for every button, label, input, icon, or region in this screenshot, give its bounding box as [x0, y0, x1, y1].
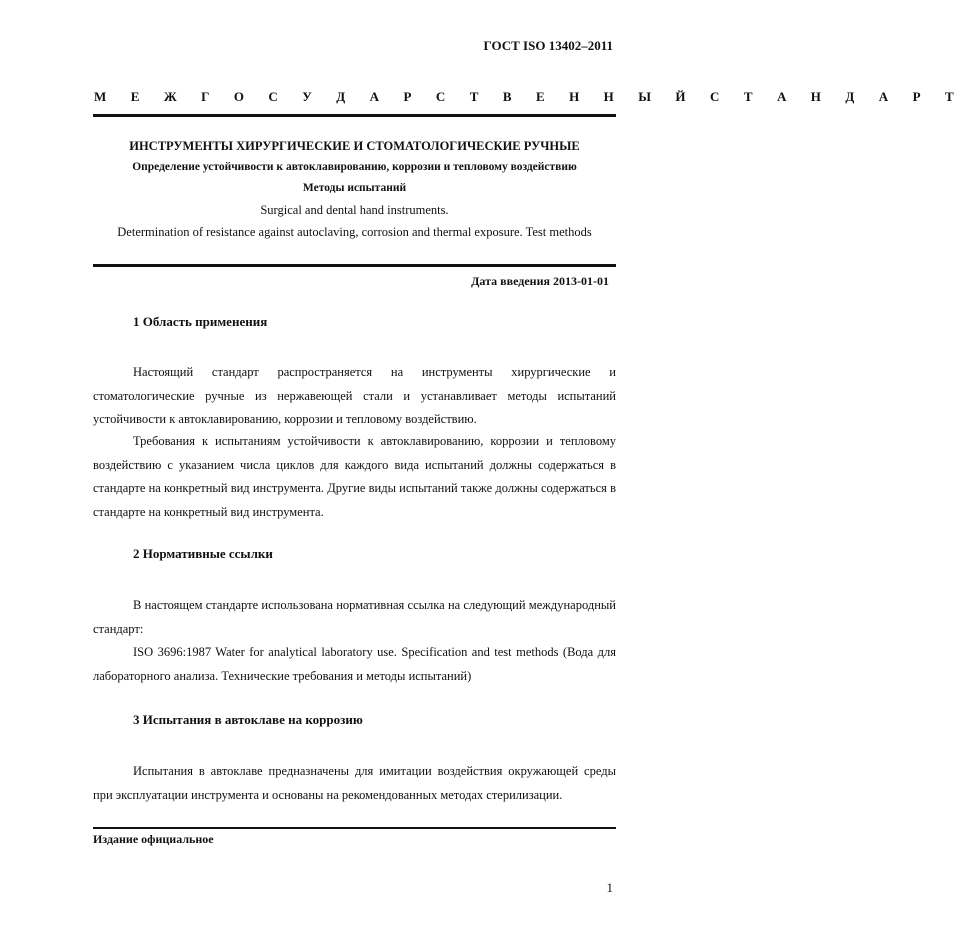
paragraph: ISO 3696:1987 Water for analytical laboratory use. Specification and test methods (Вода для лабораторного анализа. Технические требования и методы испытаний) — [93, 645, 616, 683]
paragraph: Настоящий стандарт распространяется на инструменты хирургические и стоматологические ручные из нержавеющей стали и устанавливает методы испытаний устойчивости к автоклавированию, коррозии и тепловому воздействию. — [93, 365, 616, 426]
title-english-line1: Surgical and dental hand instruments. — [260, 203, 449, 217]
interstate-standard-label: М Е Ж Г О С У Д А Р С Т В Е Н Н Ы Й С Т А Н Д А Р Т — [94, 89, 964, 104]
subtitle-russian: Определение устойчивости к автоклавированию, коррозии и тепловому воздействию — [132, 161, 577, 173]
official-edition-label: Издание официальное — [93, 832, 214, 846]
section-heading: 1 Область применения — [133, 314, 268, 329]
title-english-line2: Determination of resistance against autoclaving, corrosion and thermal exposure. Test methods — [117, 225, 592, 239]
paragraph: Требования к испытаниям устойчивости к автоклавированию, коррозии и тепловому воздействию с указанием числа циклов для каждого вида испытаний должны содержаться в стандарте на конкретный вид инструмента. Другие виды испытаний также должны содержаться в стандарте на конкретный вид инструмента. — [93, 434, 616, 519]
page-number: 1 — [606, 880, 613, 895]
methods-russian: Методы испытаний — [302, 182, 407, 194]
footer-rule — [93, 827, 616, 829]
paragraph: В настоящем стандарте использована нормативная ссылка на следующий международный стандарт: — [93, 598, 616, 636]
paragraph: Испытания в автоклаве предназначены для имитации воздействия окружающей среды при эксплуатации инструмента и основаны на рекомендованных методах стерилизации. — [93, 764, 616, 802]
section-heading: 3 Испытания в автоклаве на коррозию — [133, 712, 363, 727]
introduction-date: Дата введения 2013-01-01 — [471, 274, 609, 288]
top-rule — [93, 114, 616, 117]
document-code: ГОСТ ISO 13402–2011 — [483, 38, 613, 53]
title-russian: ИНСТРУМЕНТЫ ХИРУРГИЧЕСКИЕ И СТОМАТОЛОГИЧЕСКИЕ РУЧНЫЕ — [129, 139, 580, 153]
title-rule — [93, 264, 616, 267]
section-heading: 2 Нормативные ссылки — [133, 546, 273, 561]
